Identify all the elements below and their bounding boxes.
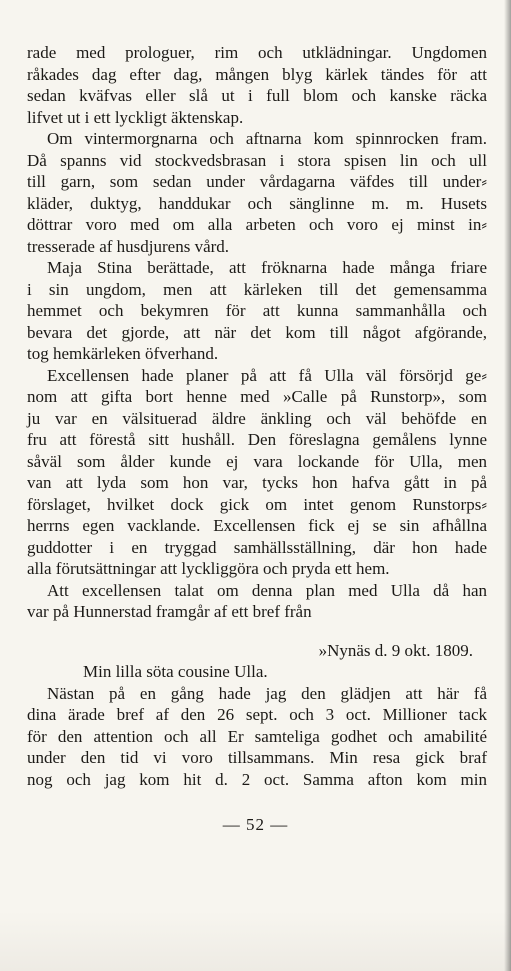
letter-text-line: Nästan på en gång hade jag den glädjen att här få (47, 683, 487, 703)
text-line: tog hemkärleken öfverhand. (27, 344, 219, 363)
text-line: hemmet och bekymren för att kunna sammanhålla och (27, 301, 487, 320)
letter-text-line: dina ärade bref af den 26 sept. och 3 oct. Millioner tack (27, 705, 487, 724)
letter-text-line: under den tid vi voro tillsammans. Min resa gick braf (27, 748, 487, 767)
text-line: Att excellensen talat om denna plan med Ulla då han (47, 580, 487, 600)
text-line: ju var en välsituerad äldre änkling och väl behöfde en (27, 408, 487, 428)
page-number: — 52 — (222, 815, 289, 834)
text-line: sedan kväfvas eller slå ut i full blom och kanske räcka (27, 86, 487, 105)
text-line: rade med prologuer, rim och utklädningar. Ungdomen (27, 43, 487, 62)
text-line: var på Hunnerstad framgår af ett bref från (27, 602, 312, 621)
letter-text-line: för den attention och all Er samteliga godhet och amabilité (27, 726, 487, 746)
letter-text-line: nog och jag kom hit d. 2 oct. Samma afton kom min (27, 769, 487, 789)
text-line: Maja Stina berättade, att fröknarna hade många friare (47, 258, 487, 277)
spacer (27, 623, 487, 640)
text-line: alla förutsättningar att lyckliggöra och pryda ett hem. (27, 559, 390, 578)
text-line: guddotter i en tryggad samhällsställning, där hon hade (27, 537, 487, 557)
text-line: nom att gifta bort henne med »Calle på Runstorp», som (27, 387, 487, 406)
text-line: till garn, som sedan under vårdagarna väfdes till under⸗ (27, 172, 487, 191)
letter-date-line: »Nynäs d. 9 okt. 1809. (318, 640, 473, 660)
letter-salutation: Min lilla söta cousine Ulla. (83, 662, 268, 681)
text-line: bevara det gjorde, att när det kom till något afgörande, (27, 322, 487, 342)
text-line: herrns egen vacklande. Excellensen fick ej se sin afhållna (27, 516, 487, 535)
page-edge-shadow (504, 0, 511, 971)
text-line: kläder, duktyg, handdukar och sänglinne m. m. Husets (27, 193, 487, 213)
text-line: såväl som ålder kunde ej vara lockande för Ulla, men (27, 451, 487, 471)
text-line: fru att förestå sitt hushåll. Den föreslagna gemålens lynne (27, 430, 487, 449)
text-line: förslaget, hvilket dock gick om intet genom Runstorps⸗ (27, 494, 487, 514)
bottom-margin (0, 911, 511, 971)
text-line: Excellensen hade planer på att få Ulla väl försörjd ge⸗ (47, 365, 487, 385)
text-line: lifvet ut i ett lyckligt äktenskap. (27, 107, 244, 127)
text-line: råkades dag efter dag, mången blyg kärlek tändes för att (27, 64, 487, 84)
text-line: döttrar voro med om alla arbeten och voro ej minst in⸗ (27, 215, 487, 234)
body-text (27, 42, 487, 790)
text-line: Om vintermorgnarna och aftnarna kom spinnrocken fram. (47, 129, 487, 148)
text-line: van att lyda som hon var, tycks hon hafva gått in på (27, 473, 487, 492)
text-line: Då spanns vid stockvedsbrasan i stora spisen lin och ull (27, 150, 487, 170)
text-line: tresserade af husdjurens vård. (27, 236, 230, 256)
text-line: i sin ungdom, men att kärleken till det gemensamma (27, 279, 487, 299)
